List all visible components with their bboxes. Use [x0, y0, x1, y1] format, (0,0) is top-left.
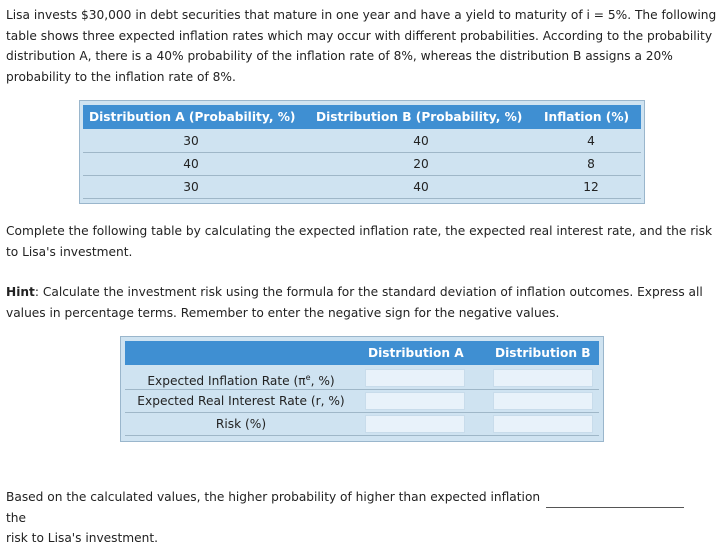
cell-inflation: 12	[583, 180, 599, 194]
row-label: Expected Inflation Rate ($\pi^e$, %)	[147, 373, 335, 389]
conclusion-text: Based on the calculated values, the higher probability of higher than expected inflation	[6, 490, 541, 504]
cell-dist-a: 30	[183, 134, 199, 148]
conclusion-paragraph	[6, 487, 706, 549]
cell-dist-b: 40	[413, 180, 429, 194]
conclusion-after: the	[6, 510, 27, 525]
real-rate-a-input[interactable]	[365, 392, 465, 410]
table-row	[83, 131, 641, 153]
cell-dist-b: 40	[413, 134, 429, 148]
header-distribution-a: Distribution A	[368, 346, 464, 360]
row-expected-inflation	[125, 367, 599, 390]
cell-inflation: 8	[587, 157, 595, 171]
cell-dist-b: 20	[413, 157, 429, 171]
row-label: Expected Real Interest Rate (r, %)	[137, 394, 345, 408]
cell-dist-a: 30	[183, 180, 199, 194]
expected-inflation-b-input[interactable]	[493, 369, 593, 387]
header-distribution-a: Distribution A (Probability, %)	[89, 110, 296, 124]
row-expected-real-rate	[125, 390, 599, 413]
answer-table-header	[125, 341, 599, 365]
instruction-paragraph: Complete the following table by calculating the expected inflation rate, the expected real interest rate, and the risk to Lisa's investment.	[6, 224, 712, 259]
conclusion-line2: risk to Lisa's investment.	[6, 531, 159, 545]
real-rate-b-input[interactable]	[493, 392, 593, 410]
answer-table	[120, 336, 604, 442]
header-distribution-b: Distribution B	[495, 346, 591, 360]
inflation-distribution-table	[79, 100, 645, 204]
hint-text: : Calculate the investment risk using the formula for the standard deviation of inflation outcomes. Express all values in percentage terms. Remember to enter the negative sign for the negative values.	[6, 285, 703, 320]
table-row	[83, 177, 641, 199]
row-risk	[125, 413, 599, 436]
cell-inflation: 4	[587, 134, 595, 148]
cell-dist-a: 40	[183, 157, 199, 171]
hint-label: Hint	[6, 285, 35, 299]
hint-paragraph	[6, 282, 718, 323]
intro-paragraph: Lisa invests $30,000 in debt securities that mature in one year and have a yield to maturity of i = 5%. The following table shows three expected inflation rates which may occur with different probabilities. According to the probability distribution A, there is a 40% probability of the inflation rate of 8%, whereas the distribution B assigns a 20% probability to the inflation rate of 8%.	[6, 8, 717, 84]
table-header	[83, 105, 641, 129]
header-inflation: Inflation (%)	[544, 110, 630, 124]
risk-a-input[interactable]	[365, 415, 465, 433]
row-label: Risk (%)	[215, 417, 267, 431]
table-row	[83, 154, 641, 176]
answer-dropdown[interactable]	[546, 493, 684, 508]
risk-b-input[interactable]	[493, 415, 593, 433]
header-distribution-b: Distribution B (Probability, %)	[316, 110, 523, 124]
expected-inflation-a-input[interactable]	[365, 369, 465, 387]
